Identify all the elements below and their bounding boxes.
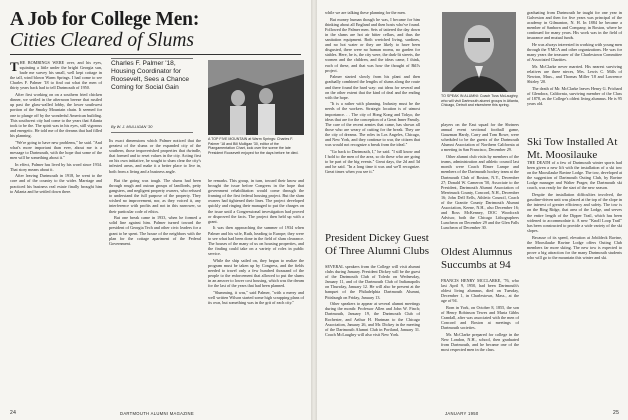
article-paragraph: While the ship sailed on, they began to realize the program must be taken up by Congress, and the fields needed to travel only a few hundred thousand of the people to the enforcement that allowed to put the slums in an answer to lower cost housing, which was the dream for the last of the years that had been planned. [208,257,304,289]
continued-column-1 [325,10,420,176]
callout-rule-top [111,58,193,59]
continued-column-3 [527,10,622,108]
article-paragraph: while we are talking these planning for the men. [325,10,406,15]
article-paragraph: "It is a rather with planning. Industry must be the needs of the workers. Strategic location is of utmost importance. . . The city of Hong Kong and Tokyo, the ideas that are for the conception of a Great Inner Family. The care of the recent armies that came, has shown all those who are weary of cutting for the break. They are the city of dreams. The roles in Los Angeles, Chicago, and New York, and they continue to war, the citizen that was would not recognize a break from the ideal." [325,101,420,148]
article-paragraph: Its exact dimensions which Palmer noticed that the greatest of the slums or the expanded city of the southern, those impoverished properties that dwindle, that formed and to reset values in the city. Acting first on his own initiative, he sought to slum clear the city's infested areas, and make it a better place to live in, both from a living and a business angle. [109,138,201,174]
dickey-column [325,264,420,339]
article-column-2-top [109,138,201,175]
article-paragraph: SEVERAL speakers from the College will visit alumni clubs during January. President Dickey will be the guest of the Dartmouth Club of Toledo on Wednesday, January 11, and of the Dartmouth Club of Indianapolis on Thursday, January 12. He will also be present at the banquet of the Philadelphia Dartmouth Alumni, Pittsburgh on Friday, January 13. [325,264,420,300]
article-paragraph: But the going was tough. The slums had been through rough and outrun groups of landlords, petty gangsters, and negligent property owners, who refused to understand the full purpose of the property. They wished no improvement, nor, as they voiced it, any interference with profits and not in this narrower, so their particular code of ethics. [109,178,201,214]
magazine-footer: DARTMOUTH ALUMNI MAGAZINE [120,411,194,416]
article-headline: A Job for College Men: [10,9,200,30]
article-paragraph: "Slumming, it was," said Palmer, "with a merry and well written Wilson started some high scrapping plans of its own, but something was in the grit of each city." [208,289,304,305]
article-paragraph: In effect, Palmer has lived by his word since 1934. That story means about it. [10,161,102,172]
section-headline-dickey: President Dickey Guest Of Three Alumni Clubs [325,232,429,257]
oldest-alumnus-column [441,278,519,354]
article-paragraph: he remarks. This group, in turn, toward their know and brought the issue before Congress in the hope that government rehabilitation would come through the framing of the first federal housing project. But the slum owners had tightened their lines. The project developed quickly and ringing their managed to put the charges on the issue until a Congressional investigation had proved or disproved the facts. The project then held up with a grant. [208,178,304,224]
left-page [0,0,311,420]
article-paragraph: THE BOMBINGS WERE over, and his eyes, squinting a little under the bright Georgia sun, bade me survey his small, well kept cottage in the tall, wind blown Warm Springs. I had come to see Charles F. Palmer '18 to find out what the men of thirty years back had to tell Dartmouth of 1950. [10,59,102,91]
page-number: 24 [10,410,17,416]
article-byline: By W. J. MULLIGAN '30 [111,124,153,129]
photo-caption: A TOP FIVE MOUNTAIN at Warm Springs: Charles F. Palmer '18 and Bill Mulligan '30, editor of the Plangamentation Chart, look over the scene the late President Roosevelt enjoyed for the days before he died. [208,137,299,155]
section-headline-oldest-alumnus: Oldest Alumnus Succumbs at 94 [441,246,513,271]
article-column-3 [208,178,304,307]
drop-cap: T [10,59,19,74]
photo-illustration [208,60,304,135]
article-paragraph: But money human though he was, I became for him thinking about all England and then hosts who've found. Followed the Palmer men. Sets of tattered the day down in the slums are hot air bitter cellars, and thus the sanitation equipment. Both wretched living, sardines, and no hot water or they are likely to have been disgusted, there were no human rooms, no garden for stables. Here, he is, the city were, the dark-lit streets, the women and the children, and the ideas came, I think, each of these, and that was how the thought of Bill's project. [325,16,420,73]
article-paragraph: Because of its speed, elevation at Jobildeck Ravine, the Moosilauke Ravine Lodge offers Outing Club members far more skiing. The new tow is expected to prove a big attraction for the many Dartmouth students who will go to the mountain this winter and ski. [527,234,622,260]
article-paragraph: The death of Mr. McClarke leaves Henry G. Prichard of Glendora, California, surviving member of the Class of 1878, as the College's oldest living alumnus. He is 95 years old. [527,86,622,107]
article-column-1 [10,60,102,195]
continued-column-2 [441,122,519,232]
article-paragraph: After leaving Dartmouth in 1918, he went to the core and of the country to the wider. Marriage and practiced his business real estate finally brought him to Atlanta and he settled down there. [10,173,102,194]
section-headline-ski-tow: Ski Tow Installed At Mt. Moosilauke [527,136,618,161]
portrait-illustration [442,12,516,92]
article-photo [208,60,304,135]
article-paragraph: After first working on on a southern fried chicken dinner, we settled in the afternoon breeze that rustled up past the glass-walled lobby, the lower southwest portion of the Smoky Mountain chain. It seemed for one to plunge off by the wonderful American building. This southwest city had come to the years that Atlanta took to be the. The spirit was in his eyes, still vigorous and energetic. He told me of the dreams that had filled his planning. [10,92,102,138]
article-paragraph: "We're going to have new problems," he said. "And what's more important than ever, about me is a message to Dartmouth, with the hope that some of the men will be something about it." [10,139,102,160]
article-paragraph: Mr. McClarke never married. His nearest surviving relatives are three nieces, Mrs. Lewis C. Mills of Newton, Mass., and Thomas Miller '18 and Lawrence Shirley '20. [527,64,622,85]
article-paragraph: FRANCIS HENRY MCCLARKE, '76, who last April 9, 1950, had been Dartmouth's oldest living alumnus, died on Tuesday, December 1, in Charlestown, Mass., at the age of 94. [441,278,519,304]
article-paragraph: "Go back to Dartmouth, I," he said. "I still know and I hold to the men of the area, so do these who are going to be part of the big events." Great days, the 2d and 3d and he said. "In a long time it was and we'll recognize. Great times when you see it." [325,148,420,175]
article-paragraph: Palmer started slowly from his plant and then gradually combined the lengths of slums along the route and there found the hard way: out ideas for several and on the other extent that the kind of deal and the ending with the hope. [325,74,420,100]
headline-rule [10,54,301,55]
page-number: 25 [613,410,620,416]
article-paragraph: THE DEATH of a few of Dartmouth winter sports had been given a new lift with the installation of a ski tow on the Moosilauke Ravine Lodge. The tow, developed at the suggestion of Dartmouth Outing Club, by Ravine Lodge manager and Walter Prager, the Dartmouth ski coach, was ready for the start of the new season. [527,160,622,191]
callout-rule-bottom [111,132,193,133]
ski-tow-column [527,160,622,262]
article-paragraph: Despite the installation difficulties involved, the gasoline-driven unit was placed at the top of the slope in the interest of greater efficiency and safety. The tow is on the Ring Ridge, that area of the Lodge, and serves the entire length of the Dipper Trail, which has been widened to accommodate it. A new "Knoll Loop Trail" has been constructed to provide a wide variety of the ski slopes. [527,192,622,233]
article-paragraph: Other alumni club visits by members of the teams, administration and athletic council last month were Coach Elmer Lampe and members of the Dartmouth hockey team at the Dartmouth Club of Boston, N.Y., December 27; Donald W. Cameron '50, Associate to the President, Dartmouth Alumni Association of Merrimack County, Concord, N.H., December 16; John Dell Eells, Athletic Council, Coach of the Granite County Dartmouth Alumni Association, Keene, N.H., also December 16; and Ross McKenney, DOC Woodcraft Advisor, both the Chicago Lithographers Luncheon on December 29 and the Glen Falls Luncheon of December 30. [441,154,519,231]
magazine-footer-date: JANUARY 1950 [445,411,479,416]
article-column-2 [109,178,201,247]
article-paragraph: Mr. McClarke prepared for college in the New London, N.H., school, then graduated from Dartmouth, and he became one of the most respected men in the class. [441,332,519,353]
portrait-photo [442,12,516,92]
portrait-caption: TO SPEAK IN ALUMNI: Coach Tuss McLaughry, who will visit Dartmouth alumni groups in Atlanta, Chicago, Detroit and elsewhere this spring. [441,94,519,107]
article-callout: Charles F. Palmer '18, Housing Coordinator for Roosevelt, Sees a Chance Coming for Social Gain [111,60,190,91]
article-paragraph: players on the East squad for the Shriners annual event sectional football game, Gauzman Hardy, Carry and Tom Rowe, were scheduled to be the guests of the Dartmouth Alumni Association of Northern California at a meeting in San Francisco, December 29. [441,122,519,153]
article-paragraph: Born in York, on October 8, 1855, the son of Henry Robinson Tewes and Maria Gibbs Crandall, after was associated with the men of Concord and Boston at meetings of Dartmouth societies. [441,305,519,331]
article-subheadline: Cities Cleared of Slums [10,30,194,51]
right-page [317,0,628,420]
article-paragraph: It was then approaching the summer of 1934 when Palmer and his wife, Ruth, heading to Europe; they were to see what had been done in the field of slum clearance. The houses of the many of us on housing properties, and the finding could take on a variety of roles in public service. [208,225,304,256]
article-paragraph: But one break came in 1933, when he formed a solid line against him. Palmer turned toward the president of Georgia Tech and other civic leaders for a grant to be spent. The house of the neighbors with the plan for the cottage apartment of the Federal Government. [109,215,201,246]
article-paragraph: graduating from Dartmouth he taught for one year in Galveston and then for five years was principal of the academy in Gilmanton, N. H. In 1884 he became a member of Sanborn and Company, in Boston, where he continued for many years. His work was in the field of insurance and mutual funds. [527,10,622,41]
article-paragraph: He was always interested in working with young men through the YMCA and other organizations. He was for many years the treasurer of the Charlestown Committee of Associated Charities. [527,42,623,63]
article-paragraph: Other speakers to appear at several alumni meetings during the month: Professor Allen and John W. Finch; Dartmouth, January 19, the Dartmouth Club of Rochester, and Arthur H. Hartman to the Chicago Association, January 26, and Mr. Dickey in the meeting of the Dartmouth Alumni Club in Portland, January 31. Coach McLaughry will also visit New York. [325,301,420,337]
